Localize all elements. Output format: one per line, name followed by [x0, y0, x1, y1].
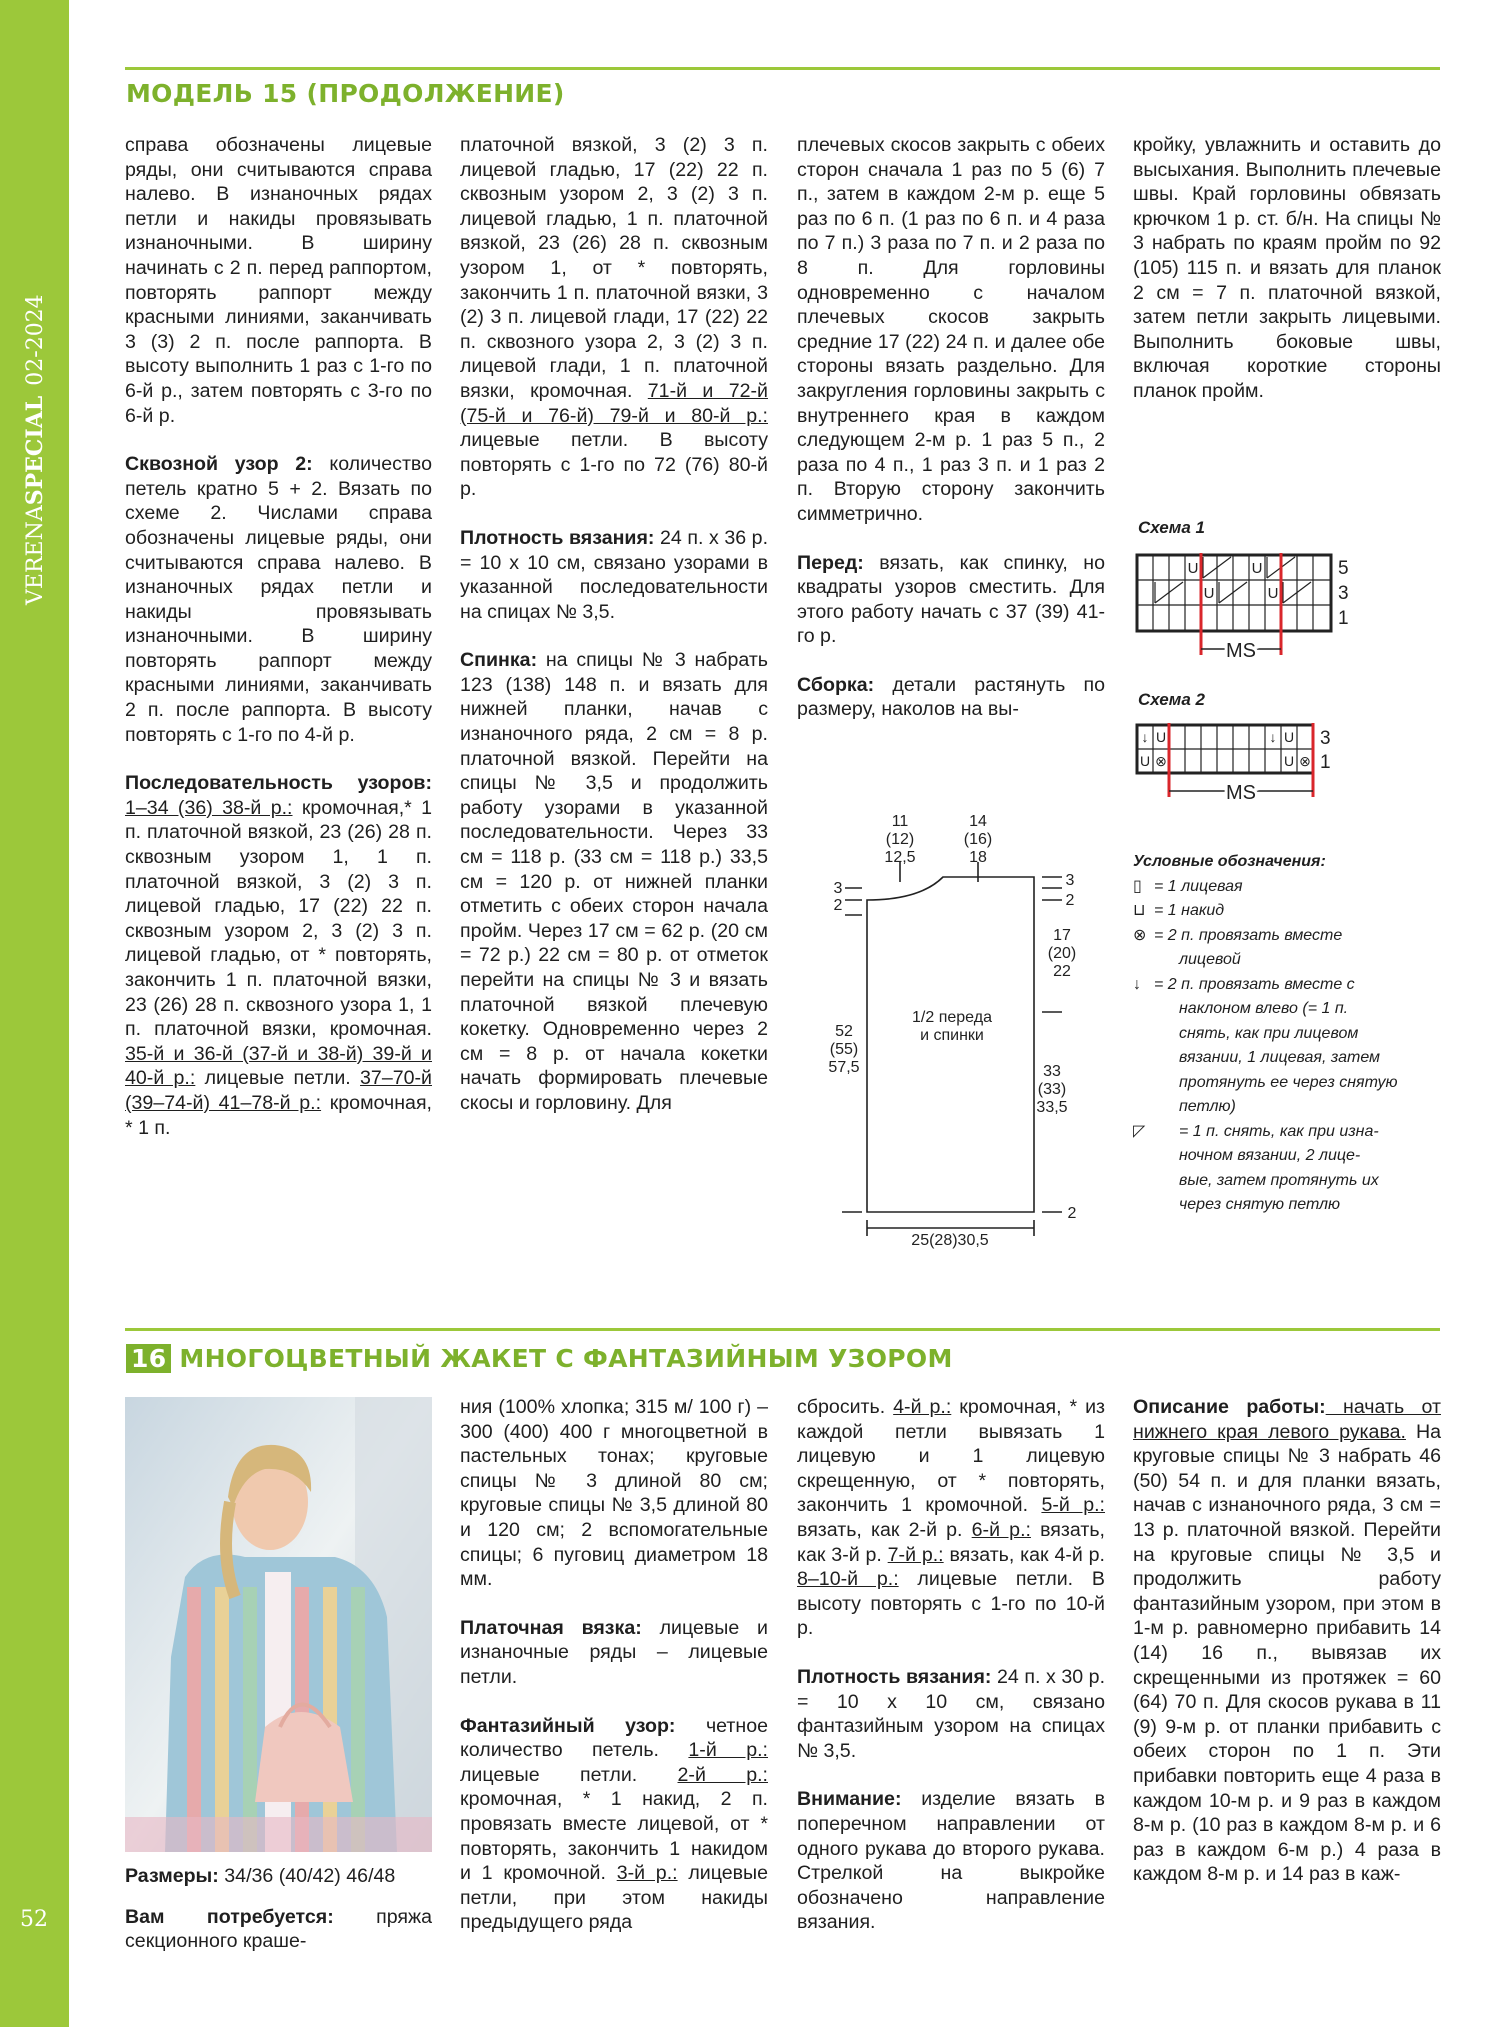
dim-label: 3 — [1065, 872, 1075, 889]
row-number: 3 — [1338, 583, 1349, 604]
magazine-brand — [14, 60, 54, 620]
paragraph: Плотность вязания: 24 п. х 30 р. = 10 х 10 см, связано фантазийным узором на спицах № 3,5. — [797, 1665, 1106, 1762]
svg-text:U: U — [1187, 560, 1199, 577]
schema-2-ms: MS — [1226, 782, 1256, 804]
legend-item: ↓ = 2 п. провязать вместе с — [1133, 973, 1453, 998]
sidebar-strip — [0, 0, 69, 2027]
brand-main: VERENA — [23, 505, 48, 605]
dim-label: 22 — [1053, 963, 1071, 980]
svg-text:U: U — [1267, 585, 1279, 602]
dim-label: (16) — [963, 831, 993, 848]
schema-1-chart — [1135, 553, 1365, 669]
svg-text:VERENASPECIAL02-2024 — [22, 294, 48, 606]
knit-icon: ▯ — [1133, 877, 1142, 895]
row-number: 3 — [1320, 728, 1331, 749]
dim-label: 57,5 — [828, 1059, 860, 1076]
dim-label: 33 — [1043, 1063, 1061, 1080]
paragraph: Плотность вязания: 24 п. х 36 р. = 10 х 10 см, связано узорами в указанной последовательности на спицах № 3,5. — [460, 526, 769, 623]
k2tog-icon: ⊗ — [1133, 926, 1147, 944]
page-number: 52 — [20, 1907, 48, 1932]
section-16-column-2 — [460, 1395, 768, 1935]
paragraph: плечевых скосов закрыть с обеих сторон сначала 1 раз по 5 (6) 7 п., затем в каждом 2-м р. еще 5 раз по 6 п. (1 раз по 6 п. и 4 раза по 7 п.) 3 раза по 7 п. и 2 раза по 8 п. Для горловины одновременно с началом плечевых скосов закрыть средние 17 (22) 24 п. и далее обе стороны вязать раздельно. Для закругления горловины закрыть с внутреннего края в каждом следующем 2-м р. 1 раз 5 п., 2 раза по 4 п., 1 раз 3 п. и 1 раз 2 п. Вторую сторону закончить симметрично. — [797, 134, 1105, 525]
svg-text:↓: ↓ — [1269, 729, 1277, 745]
row-number: 5 — [1338, 558, 1349, 579]
yarn-over-icon: ⊔ — [1133, 902, 1146, 919]
legend-item: ⊔ = 1 накид — [1133, 899, 1453, 924]
section-15-column-1 — [125, 133, 432, 1140]
paragraph: платочной вязкой, 3 (2) 3 п. лицевой гладью, 17 (22) 22 п. сквозным узором 2, 3 (2) 3 п. лицевой гладью, 1 п. платочной вязкой, 23 (26) 28 п. сквозным узором 1, от * повторять, закончить 1 п. платочной вязки, 3 (2) 3 п. лицевой глади, 17 (22) 22 п. сквозного узора 2, 3 (2) 3 п. лицевой глади, 1 п. платочной вязки, кромочная. 71-й и 72-й (75-й и 76-й) 79-й и 80-й р.: лицевые петли. В высоту повторять с 1-го по 72 (76) 80-й р. — [460, 134, 768, 501]
dim-label: (33) — [1037, 1081, 1067, 1098]
paragraph: Сквозной узор 2: количество петель кратно 5 + 2. Вязать по схеме 2. Числами справа обозначены лицевые ряды, они считываются справа налево. В изнаночных рядах петли и накиды провязывать изнаночными. В ширину повторять раппорт между красными линиями, заканчивать 2 п. после раппорта. В высоту повторять с 1-го по 4-й р. — [125, 453, 433, 746]
svg-text:U: U — [1283, 753, 1295, 769]
row-number: 1 — [1338, 608, 1349, 629]
dim-label: 17 — [1053, 927, 1071, 944]
svg-text:U: U — [1203, 585, 1215, 602]
section-16-column-1 — [125, 1864, 432, 1954]
down-arrow-icon: ↓ — [1133, 975, 1141, 993]
sizes-line: Размеры: 34/36 (40/42) 46/48 — [125, 1865, 396, 1887]
dim-label: 2 — [1065, 892, 1075, 909]
paragraph: кройку, увлажнить и оставить до высыхания. Выполнить плечевые швы. Край горловины обвязать крючком 1 р. ст. б/н. На спицы № 3 набрать по краям пройм по 92 (105) 115 п. и вязать для планок 2 см = 7 п. платочной вязкой, затем петли закрыть лицевыми. Выполнить боковые швы, включая короткие стороны планок пройм. — [1133, 134, 1441, 402]
schema-1-title: Схема 1 — [1138, 518, 1205, 537]
paragraph: Спинка: на спицы № 3 набрать 123 (138) 148 п. и вязать для нижней планки, начав с изнаночного ряда, 2 см = 8 р. платочной вязкой. Перейти на спицы № 3,5 и продолжить работу узорами в указанной последовательности. Через 33 см = 118 р. (33 см = 118 р.) 33,5 см = 120 р. от нижней планки отметить с обеих сторон начала пройм. Через 17 см = 62 р. (20 см = 72 р.) 22 см = 80 р. от отметок перейти на спицы № 3 и вязать платочной вязкой плечевую кокетку. Одновременно через 2 см = 8 р. от начала кокетки начать формировать плечевые скосы и горловину. Для — [460, 649, 768, 1114]
pattern-outline — [867, 877, 1034, 1212]
paragraph: Внимание: изделие вязать в поперечном направлении от одного рукава до второго рукава. Стрелкой на выкройке обозначено направление вязания. — [797, 1788, 1105, 1934]
schema-1-ms: MS — [1226, 640, 1256, 662]
svg-text:U: U — [1155, 729, 1167, 745]
paragraph: Описание работы: начать от нижнего края левого рукава. На круговые спицы № 3 набрать 46 (50) 54 п. и для планки вязать, начав с изнаночного ряда, 3 см = 13 р. платочной вязкой. Перейти на круговые спицы № 3,5 и продолжить работу фантазийным узором, при этом в 1-м р. равномерно прибавить 14 (14) 16 п., вывязав их скрещенными из протяжек = 60 (64) 70 п. Для скосов рукава в 11 (9) 9-м р. от планки прибавить с обеих сторон по 1 п. Эти прибавки повторить еще 4 раза в каждом 10-м р. и 9 раз в каждом 8-м р. (10 раз в каждом 8-м р. и 6 раз в каждом 6-м р.) 4 раза в каждом 8-м р. и 14 раз в каж- — [1133, 1396, 1441, 1886]
dim-label: 2 — [1067, 1205, 1077, 1222]
dim-label: 11 — [891, 813, 909, 830]
section-number-badge: 16 — [126, 1344, 171, 1373]
issue-number: 02-2024 — [23, 294, 48, 386]
svg-text:⊗: ⊗ — [1299, 753, 1311, 769]
brand-special: SPECIAL — [22, 395, 48, 506]
dim-label: (55) — [829, 1041, 859, 1058]
dim-label: 52 — [835, 1023, 853, 1040]
dim-label: 18 — [969, 849, 987, 866]
svg-text:U: U — [1283, 729, 1295, 745]
paragraph: Сборка: детали растянуть по размеру, наколов на вы- — [797, 673, 1105, 721]
paragraph: Фантазийный узор: четное количество петель. 1-й р.: лицевые петли. 2-й р.: кромочная, * 1 накид, 2 п. провязать вместе лицевой, от * повторять, закончить 1 накидом и 1 кромочной. 3-й р.: лицевые петли, при этом накиды предыдущего ряда — [460, 1714, 768, 1934]
materials-line: Вам потребуется: пряжа секционного краше- — [125, 1905, 432, 1953]
garment-pattern — [800, 800, 1100, 1250]
section-15-column-4 — [1133, 133, 1441, 404]
dim-label: (12) — [885, 831, 915, 848]
dim-label: 3 — [833, 880, 843, 897]
paragraph: Платочная вязка: лицевые и изнаночные ряды – лицевые петли. — [460, 1616, 768, 1688]
svg-text:U: U — [1251, 560, 1263, 577]
paragraph: Перед: вязать, как спинку, но квадраты узоров сместить. Для этого работу начать с 37 (39) 41-го р. — [797, 551, 1105, 648]
row-number: 1 — [1320, 752, 1331, 773]
pattern-label: 1/2 переда — [912, 1009, 992, 1026]
legend-title: Условные обозначения: — [1133, 853, 1326, 870]
dim-label: 2 — [833, 897, 843, 914]
pattern-label: и спинки — [920, 1027, 984, 1044]
paragraph: сбросить. 4-й р.: кромочная, * из каждой петли вывязать 1 лицевую и 1 лицевую скрещенную, от * повторять, закончить 1 кромочной. 5-й р.: вязать, как 2-й р. 6-й р.: вязать, как 3-й р. 7-й р.: вязать, как 4-й р. 8–10-й р.: лицевые петли. В высоту повторять с 1-го по 10-й р. — [797, 1396, 1105, 1640]
section-15-column-3 — [797, 133, 1105, 722]
paragraph: Последовательность узоров: 1–34 (36) 38-й р.: кромочная,* 1 п. платочной вязкой, 23 (26) 28 п. сквозным узором 1, 1 п. платочной вязкой, 3 (2) 3 п. лицевой гладью, 17 (22) 22 п. сквозным узором 2, 3 (2) 3 п. лицевой гладью, от * повторять, закончить 1 п. платочной вязки, 23 (26) 28 п. сквозного узора 1, 1 п. платочной вязки, кромочная. 35-й и 36-й (37-й и 38-й) 39-й и 40-й р.: лицевые петли. 37–70-й (39–74-й) 41–78-й р.: кромочная, * 1 п. — [125, 772, 433, 1139]
slip-stitch-icon: ◸ — [1133, 1122, 1146, 1140]
schema-2-title: Схема 2 — [1138, 690, 1205, 709]
model-photo — [125, 1397, 432, 1852]
svg-text:⊗: ⊗ — [1155, 753, 1167, 769]
dim-label: 33,5 — [1036, 1099, 1068, 1116]
section-16-column-4 — [1133, 1395, 1441, 1887]
legend-item: ▯ = 1 лицевая — [1133, 875, 1453, 900]
section-16-title: 16 МНОГОЦВЕТНЫЙ ЖАКЕТ С ФАНТАЗИЙНЫМ УЗОРОМ — [126, 1344, 953, 1373]
dim-label: 25(28)30,5 — [911, 1232, 989, 1249]
paragraph: справа обозначены лицевые ряды, они считываются справа налево. В изнаночных рядах петли и накиды провязывать изнаночными. В ширину начинать с 2 п. перед раппортом, повторять раппорт между красными линиями, заканчивать 3 (3) 2 п. после раппорта. В высоту выполнить 1 раз с 1-го по 6-й р., затем повторять с 3-го по 6-й р. — [125, 134, 432, 427]
legend-item: ⊗ = 2 п. провязать вместе — [1133, 924, 1453, 949]
section-15-title: МОДЕЛЬ 15 (ПРОДОЛЖЕНИЕ) — [126, 79, 565, 108]
symbol-legend: Условные обозначения: ▯ = 1 лицевая ⊔ = 1 накид ⊗ = 2 п. провязать вместе лицевой ↓ = 2 п. провязать вместе с наклоном влево (= 1 п. снять, как при лицевом вязании, 1 лицевая, затем протянуть ее через снятую петлю) ◸ = 1 п. снять, как при изна- ночном вязании, 2 лице- вые, затем протянуть их через снятую петлю — [1133, 850, 1453, 1218]
svg-text:↓: ↓ — [1141, 729, 1149, 745]
dim-label: (20) — [1047, 945, 1077, 962]
dim-label: 12,5 — [884, 849, 916, 866]
legend-item: ◸ = 1 п. снять, как при изна- — [1133, 1120, 1453, 1145]
section-rule-top — [125, 67, 1440, 70]
section-15-column-2 — [460, 133, 768, 1116]
dim-label: 14 — [969, 813, 987, 830]
paragraph: ния (100% хлопка; 315 м/ 100 г) – 300 (400) 400 г многоцветной в пастельных тонах; круговые спицы № 3 длиной 80 см; круговые спицы № 3,5 длиной 80 и 120 см; 2 вспомогательные спицы; 6 пуговиц диаметром 18 мм. — [460, 1396, 768, 1591]
svg-text:U: U — [1139, 753, 1151, 769]
schema-2-chart — [1135, 723, 1365, 811]
section-rule-16 — [125, 1328, 1440, 1331]
section-16-column-3 — [797, 1395, 1105, 1935]
